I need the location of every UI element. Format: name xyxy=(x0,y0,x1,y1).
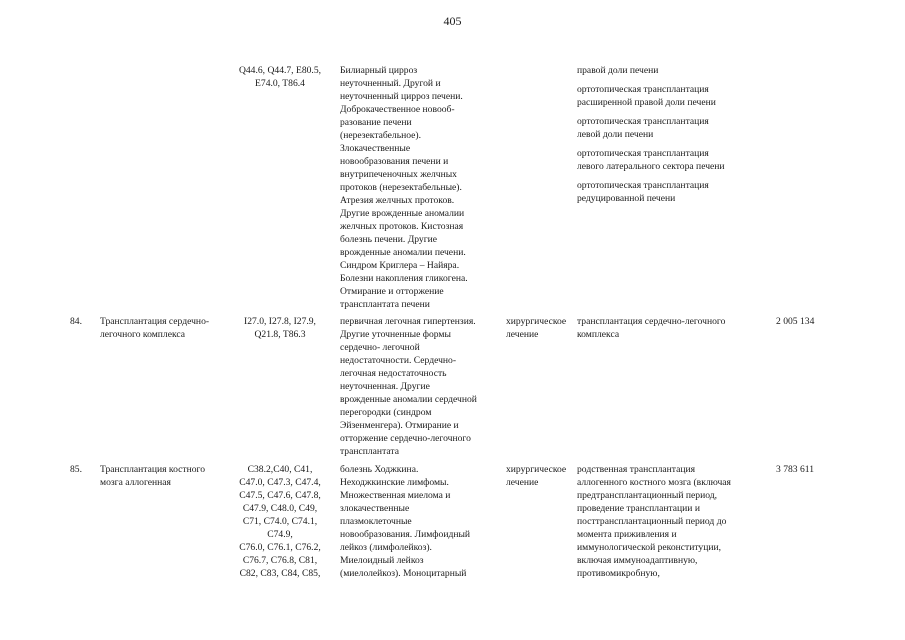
method-line: иммунологической реконституции, xyxy=(577,542,722,553)
method-line: посттрансплантационный период до xyxy=(577,516,727,527)
row-85-cost: 3 783 611 xyxy=(776,464,815,475)
row-0-methods xyxy=(577,64,767,211)
codes-line: Q21.8, T86.3 xyxy=(254,329,306,340)
method-line: аллогенного костного мозга (включая xyxy=(577,477,731,488)
name-line: Трансплантация сердечно- xyxy=(100,316,210,327)
diagnosis-line: разование печени xyxy=(340,117,412,128)
diagnosis-line: Другие врожденные аномалии xyxy=(340,208,465,219)
codes-line: I27.0, I27.8, I27.9, xyxy=(244,316,316,327)
method-block xyxy=(577,64,767,77)
diagnosis-line: неуточненная. Другие xyxy=(340,381,430,392)
row-0-codes xyxy=(228,64,332,90)
method-block xyxy=(577,115,767,141)
diagnosis-line: легочная недостаточность xyxy=(340,368,447,379)
row-84-diagnosis xyxy=(340,315,505,458)
method-block xyxy=(577,83,767,109)
diagnosis-line: Злокачественные xyxy=(340,143,411,154)
diagnosis-line: новообразования. Лимфоидный xyxy=(340,529,471,540)
row-84-methods xyxy=(577,315,767,341)
treatment-line: лечение xyxy=(506,477,539,488)
row-84-codes xyxy=(228,315,332,341)
diagnosis-line: Отмирание и отторжение xyxy=(340,286,444,297)
row-85-codes xyxy=(228,463,332,580)
method-block xyxy=(577,179,767,205)
method-line: ортотопическая трансплантация xyxy=(577,116,709,127)
method-line: предтрансплантационный период, xyxy=(577,490,718,501)
row-84-number: 84. xyxy=(70,316,82,327)
codes-line: Q44.6, Q44.7, E80.5, xyxy=(238,65,322,76)
diagnosis-line: врожденные аномалии сердечной xyxy=(340,394,477,405)
method-line: проведение трансплантации и xyxy=(577,503,700,514)
row-85-name xyxy=(100,463,225,489)
method-line: расширенной правой доли печени xyxy=(577,97,716,108)
name-line: мозга аллогенная xyxy=(100,477,171,488)
method-line: ортотопическая трансплантация xyxy=(577,148,709,159)
codes-line: E74.0, T86.4 xyxy=(255,78,305,89)
diagnosis-line: протоков (нерезектабельные). xyxy=(340,182,462,193)
diagnosis-line: лейкоз (лимфолейкоз). xyxy=(340,542,432,553)
row-0-diagnosis xyxy=(340,64,505,311)
method-block xyxy=(577,147,767,173)
diagnosis-line: перегородки (синдром xyxy=(340,407,432,418)
diagnosis-line: злокачественные xyxy=(340,503,410,514)
page-number: 405 xyxy=(443,14,462,28)
method-line: момента приживления и xyxy=(577,529,677,540)
method-line: ортотопическая трансплантация xyxy=(577,84,709,95)
diagnosis-line: новообразования печени и xyxy=(340,156,449,167)
row-85-methods xyxy=(577,463,772,580)
diagnosis-line: Миелоидный лейкоз xyxy=(340,555,424,566)
codes-line: C74.9, xyxy=(267,529,293,540)
diagnosis-line: Неходжкинские лимфомы. xyxy=(340,477,449,488)
diagnosis-line: неуточненный цирроз печени. xyxy=(340,91,463,102)
diagnosis-line: Билиарный цирроз xyxy=(340,65,418,76)
method-line: правой доли печени xyxy=(577,65,659,76)
diagnosis-line: (миелолейкоз). Моноцитарный xyxy=(340,568,467,579)
diagnosis-line: трансплантата печени xyxy=(340,299,430,310)
row-84-treatment xyxy=(506,315,576,341)
treatment-line: хирургическое xyxy=(506,464,567,475)
diagnosis-line: Синдром Криглера – Найяра. xyxy=(340,260,460,271)
diagnosis-line: первичная легочная гипертензия. xyxy=(340,316,476,327)
codes-line: C47.9, C48.0, C49, xyxy=(242,503,318,514)
treatment-line: хирургическое xyxy=(506,316,567,327)
codes-line: C38.2,C40, C41, xyxy=(247,464,313,475)
name-line: легочного комплекса xyxy=(100,329,186,340)
codes-line: C71, C74.0, C74.1, xyxy=(242,516,318,527)
diagnosis-line: желчных протоков. Кистозная xyxy=(340,221,464,232)
diagnosis-line: врожденные аномалии печени. xyxy=(340,247,466,258)
diagnosis-line: недостаточности. Сердечно- xyxy=(340,355,457,366)
diagnosis-line: трансплантата xyxy=(340,446,399,457)
diagnosis-line: Другие уточненные формы xyxy=(340,329,451,340)
diagnosis-line: сердечно- легочной xyxy=(340,342,420,353)
method-line: ортотопическая трансплантация xyxy=(577,180,709,191)
method-line: включая иммуноадаптивную, xyxy=(577,555,698,566)
method-line: редуцированной печени xyxy=(577,193,676,204)
codes-line: C47.0, C47.3, C47.4, xyxy=(239,477,321,488)
method-line: родственная трансплантация xyxy=(577,464,696,475)
diagnosis-line: Эйзенменгера). Отмирание и xyxy=(340,420,459,431)
diagnosis-line: Доброкачественное новооб- xyxy=(340,104,455,115)
codes-line: C76.7, C76.8, C81, xyxy=(242,555,318,566)
method-line: комплекса xyxy=(577,329,620,340)
diagnosis-line: внутрипеченочных желчных xyxy=(340,169,457,180)
method-line: левого латерального сектора печени xyxy=(577,161,725,172)
codes-line: C47.5, C47.6, C47.8, xyxy=(239,490,321,501)
row-84-cost: 2 005 134 xyxy=(776,316,815,327)
diagnosis-line: Болезни накопления гликогена. xyxy=(340,273,468,284)
diagnosis-line: неуточненный. Другой и xyxy=(340,78,441,89)
name-line: Трансплантация костного xyxy=(100,464,205,475)
row-85-treatment xyxy=(506,463,576,489)
treatment-line: лечение xyxy=(506,329,539,340)
method-line: левой доли печени xyxy=(577,129,654,140)
row-85-number: 85. xyxy=(70,464,82,475)
diagnosis-line: Множественная миелома и xyxy=(340,490,451,501)
diagnosis-line: болезнь Ходжкина. xyxy=(340,464,419,475)
diagnosis-line: (нерезектабельное). xyxy=(340,130,421,141)
diagnosis-line: плазмоклеточные xyxy=(340,516,412,527)
row-84-name xyxy=(100,315,225,341)
diagnosis-line: Атрезия желчных протоков. xyxy=(340,195,455,206)
codes-line: C76.0, C76.1, C76.2, xyxy=(239,542,321,553)
row-85-diagnosis xyxy=(340,463,505,580)
method-line: противомикробную, xyxy=(577,568,660,579)
diagnosis-line: болезнь печени. Другие xyxy=(340,234,438,245)
method-line: трансплантация сердечно-легочного xyxy=(577,316,726,327)
diagnosis-line: отторжение сердечно-легочного xyxy=(340,433,471,444)
codes-line: C82, C83, C84, C85, xyxy=(239,568,321,579)
